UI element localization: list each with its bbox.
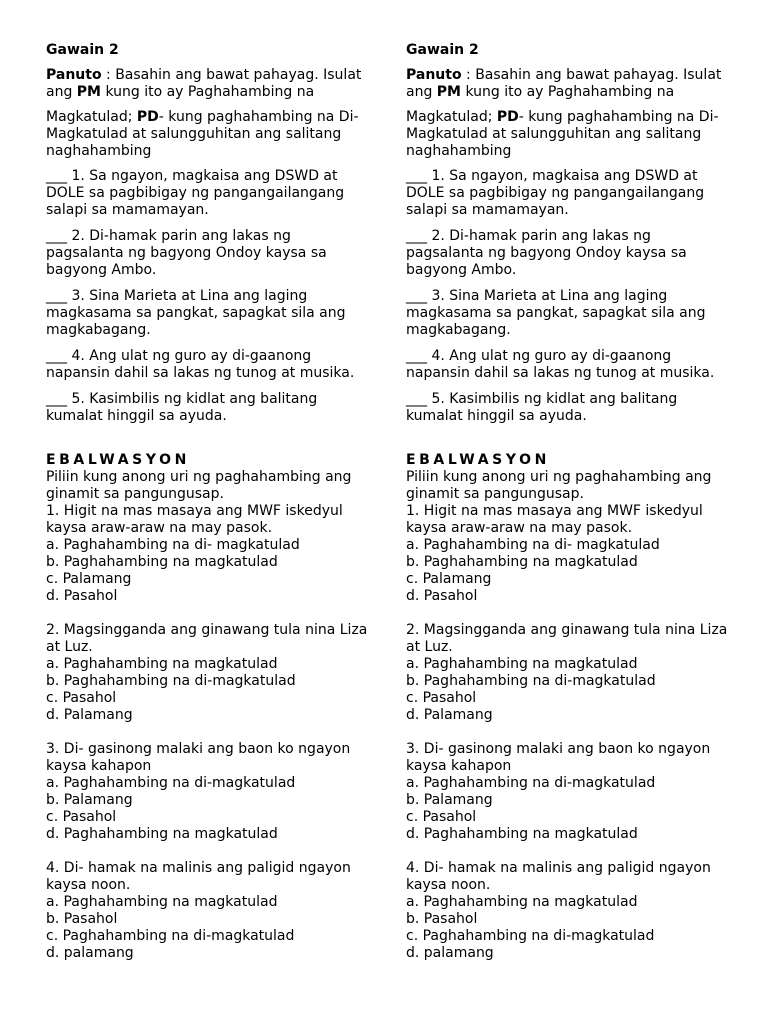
question-text: 1. Higit na mas masaya ang MWF iskedyul kaysa araw-araw na may pasok. — [406, 503, 703, 536]
question-option: d. palamang — [46, 945, 134, 961]
instructions-line-2 — [46, 109, 368, 160]
question-block — [46, 860, 368, 962]
question-option: c. Palamang — [406, 571, 492, 587]
evaluation-instruction: Piliin kung anong uri ng paghahambing ang ginamit sa pangungusap. — [46, 469, 352, 502]
activity-title: Gawain 2 — [46, 42, 119, 58]
question-option: d. Palamang — [46, 707, 133, 723]
activity-item: ___ 5. Kasimbilis ng kidlat ang balitang kumalat hinggil sa ayuda. — [46, 391, 318, 424]
question-text: 3. Di- gasinong malaki ang baon ko ngayon kaysa kahapon — [406, 741, 711, 774]
question-block — [406, 622, 728, 724]
activity-item: ___ 3. Sina Marieta at Lina ang laging magkasama sa pangkat, sapagkat sila ang magkabagang. — [406, 288, 706, 338]
question-block — [46, 622, 368, 724]
question-option: c. Pasahol — [46, 690, 117, 706]
question-option: b. Pasahol — [406, 911, 478, 927]
line2-text-2: - kung paghahambing na Di- Magkatulad at salungguhitan ang salitang naghahambing — [46, 109, 359, 159]
line2-text-1: Magkatulad; — [46, 109, 137, 125]
question-option: d. Pasahol — [406, 588, 478, 604]
question-option: b. Palamang — [406, 792, 493, 808]
question-option: c. Palamang — [46, 571, 132, 587]
line2-text-2: - kung paghahambing na Di- Magkatulad at salungguhitan ang salitang naghahambing — [406, 109, 719, 159]
pm-code: PM — [76, 84, 101, 100]
question-text: 3. Di- gasinong malaki ang baon ko ngayon kaysa kahapon — [46, 741, 351, 774]
activity-item: ___ 1. Sa ngayon, magkaisa ang DSWD at DOLE sa pagbibigay ng pangangailangang salapi sa mamamayan. — [46, 168, 345, 218]
question-option: b. Paghahambing na magkatulad — [406, 554, 638, 570]
question-option: a. Paghahambing na di- magkatulad — [46, 537, 300, 553]
pd-code: PD — [136, 109, 159, 125]
question-option: c. Pasahol — [406, 809, 477, 825]
evaluation-heading: EBALWASYON — [406, 452, 550, 468]
question-option: d. Paghahambing na magkatulad — [406, 826, 638, 842]
evaluation-instruction: Piliin kung anong uri ng paghahambing ang ginamit sa pangungusap. — [406, 469, 712, 502]
question-option: b. Paghahambing na di-magkatulad — [46, 673, 296, 689]
question-option: c. Pasahol — [46, 809, 117, 825]
question-option: d. Paghahambing na magkatulad — [46, 826, 278, 842]
activity-title: Gawain 2 — [406, 42, 479, 58]
question-block — [406, 860, 728, 962]
instructions-line-1 — [406, 67, 728, 101]
question-option: d. Palamang — [406, 707, 493, 723]
instructions-line-1 — [46, 67, 368, 101]
question-option: b. Paghahambing na di-magkatulad — [406, 673, 656, 689]
activity-item: ___ 4. Ang ulat ng guro ay di-gaanong napansin dahil sa lakas ng tunog at musika. — [406, 348, 715, 381]
question-text: 2. Magsingganda ang ginawang tula nina Liza at Luz. — [406, 622, 728, 655]
question-option: d. palamang — [406, 945, 494, 961]
question-option: b. Pasahol — [46, 911, 118, 927]
question-block — [46, 741, 368, 843]
evaluation-heading: EBALWASYON — [46, 452, 190, 468]
question-option: c. Paghahambing na di-magkatulad — [406, 928, 655, 944]
activity-item: ___ 2. Di-hamak parin ang lakas ng pagsalanta ng bagyong Ondoy kaysa sa bagyong Ambo. — [406, 228, 687, 278]
line2-text-1: Magkatulad; — [406, 109, 497, 125]
question-option: a. Paghahambing na di-magkatulad — [46, 775, 296, 791]
pd-code: PD — [496, 109, 519, 125]
activity-item: ___ 2. Di-hamak parin ang lakas ng pagsalanta ng bagyong Ondoy kaysa sa bagyong Ambo. — [46, 228, 327, 278]
question-option: b. Palamang — [46, 792, 133, 808]
question-option: c. Pasahol — [406, 690, 477, 706]
question-option: a. Paghahambing na magkatulad — [46, 656, 278, 672]
panuto-text-2: kung ito ay Paghahambing na — [101, 84, 315, 100]
pm-code: PM — [436, 84, 461, 100]
panuto-text-1: : Basahin ang bawat pahayag. Isulat ang — [46, 67, 362, 100]
question-block — [406, 741, 728, 843]
question-option: a. Paghahambing na di-magkatulad — [406, 775, 656, 791]
question-option: a. Paghahambing na magkatulad — [46, 894, 278, 910]
activity-item: ___ 5. Kasimbilis ng kidlat ang balitang kumalat hinggil sa ayuda. — [406, 391, 678, 424]
question-option: a. Paghahambing na di- magkatulad — [406, 537, 660, 553]
question-option: d. Pasahol — [46, 588, 118, 604]
panuto-text-1: : Basahin ang bawat pahayag. Isulat ang — [406, 67, 722, 100]
panuto-label: Panuto — [46, 67, 102, 83]
question-text: 4. Di- hamak na malinis ang paligid ngayon kaysa noon. — [46, 860, 351, 893]
question-option: a. Paghahambing na magkatulad — [406, 894, 638, 910]
question-block — [406, 503, 728, 605]
panuto-text-2: kung ito ay Paghahambing na — [461, 84, 675, 100]
question-option: b. Paghahambing na magkatulad — [46, 554, 278, 570]
activity-item: ___ 4. Ang ulat ng guro ay di-gaanong napansin dahil sa lakas ng tunog at musika. — [46, 348, 355, 381]
activity-item: ___ 3. Sina Marieta at Lina ang laging magkasama sa pangkat, sapagkat sila ang magkabagang. — [46, 288, 346, 338]
question-text: 4. Di- hamak na malinis ang paligid ngayon kaysa noon. — [406, 860, 711, 893]
worksheet-column-right — [406, 42, 728, 979]
instructions-line-2 — [406, 109, 728, 160]
worksheet-column-left — [46, 42, 368, 979]
question-block — [46, 503, 368, 605]
question-option: a. Paghahambing na magkatulad — [406, 656, 638, 672]
question-text: 2. Magsingganda ang ginawang tula nina Liza at Luz. — [46, 622, 368, 655]
activity-item: ___ 1. Sa ngayon, magkaisa ang DSWD at DOLE sa pagbibigay ng pangangailangang salapi sa mamamayan. — [406, 168, 705, 218]
question-option: c. Paghahambing na di-magkatulad — [46, 928, 295, 944]
panuto-label: Panuto — [406, 67, 462, 83]
question-text: 1. Higit na mas masaya ang MWF iskedyul kaysa araw-araw na may pasok. — [46, 503, 343, 536]
